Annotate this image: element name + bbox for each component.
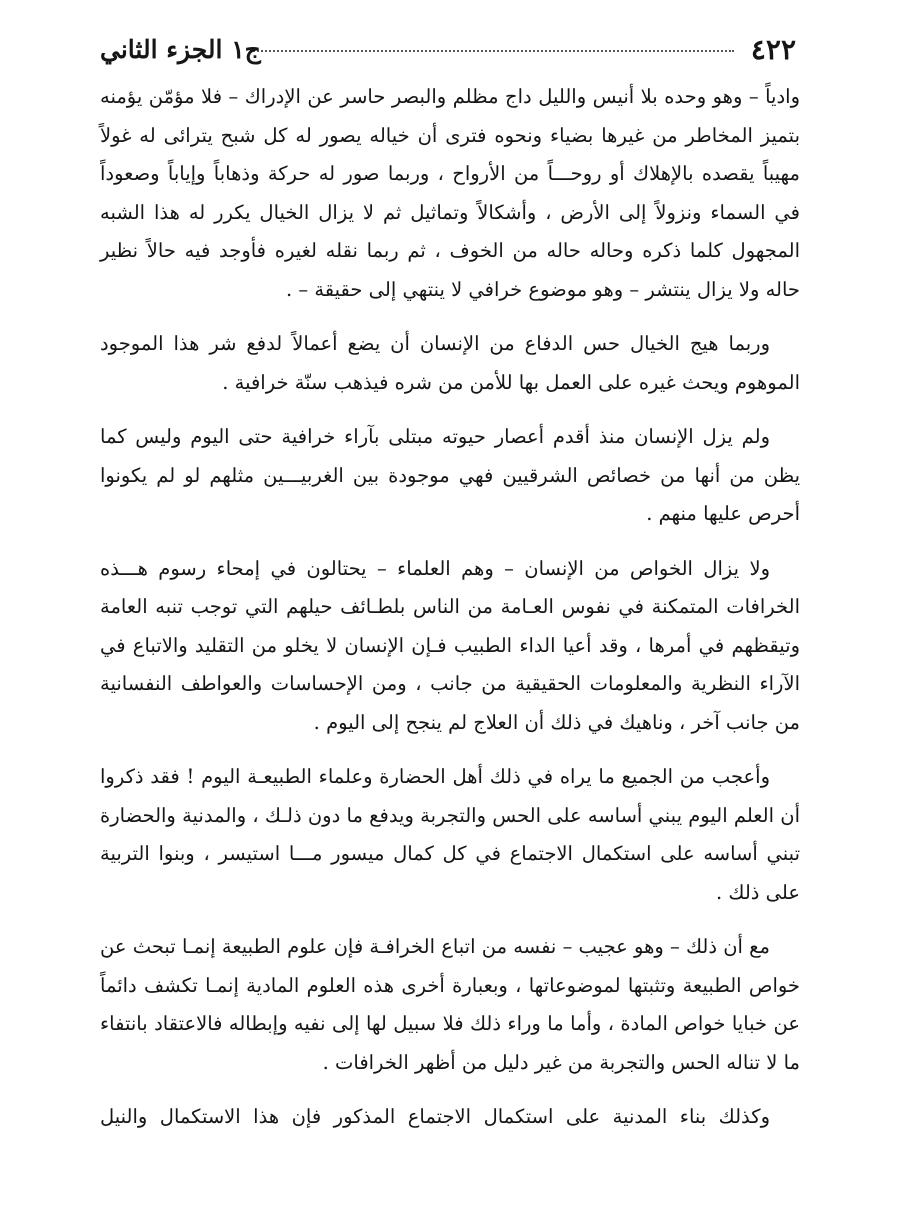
running-head: ج١ الجزء الثاني <box>100 35 261 64</box>
header-dotted-rule <box>250 50 734 52</box>
page-number: ٤٢٢ <box>750 33 796 66</box>
paragraph-1: وادياً – وهو وحده بلا أنيس والليل داج مظلم والبصر حاسر عن الإدراك – فلا مؤمّن يؤمنه بتميز المخاطر من غيرها بضياء ونحوه فترى أن خياله يصور له كل شبح يترائى له غولاً مهيباً يقصده بالإهلاك أو روحـــاً من الأرواح ، وربما صور له حركة وذهاباً وإياباً وصعوداً في السماء ونزولاً إلى الأرض ، وأشكالاً وتماثيل ثم لا يزال الخيال يكرر له هذا الشبه المجهول كلما ذكره وحاله حاله من الخوف ، ثم ربما نقله لغيره فأوجد فيه حالاً نظير حاله ولا يزال ينتشر – وهو موضوع خرافي لا ينتهي إلى حقيقة – . <box>100 85 800 301</box>
paragraph-4: ولا يزال الخواص من الإنسان – وهم العلماء – يحتالون في إمحاء رسوم هـــذه الخرافات المتمكنة في نفوس العـامة من الناس بلطـائف حيلهم التي توجب تنبه العامة وتيقظهم في أمرها ، وقد أعيا الداء الطبيب فـإن الإنسان لا يخلو من التقليد والاتباع في الآراء النظرية والمعلومات الحقيقية من جانب ، ومن الإحساسات والعواطف النفسانية من جانب آخر ، وناهيك في ذلك أن العلاج لم ينجح إلى اليوم . <box>100 556 800 734</box>
paragraph-7: وكذلك بناء المدنية على استكمال الاجتماع المذكور فإن هذا الاستكمال والنيل <box>100 1105 770 1128</box>
body-text <box>100 78 800 1137</box>
paragraph-5: وأعجب من الجميع ما يراه في ذلك أهل الحضارة وعلماء الطبيعـة اليوم ! فقد ذكروا أن العلم اليوم يبني أساسه على الحس والتجربة ويدفع ما دون ذلـك ، والمدنية والحضارة تبني أساسه على استكمال الاجتماع في كل كمال ميسور مـــا استيسر ، وبنوا التربية على ذلك . <box>100 765 800 904</box>
page-header <box>100 32 796 72</box>
paragraph-2: وربما هيج الخيال حس الدفاع من الإنسان أن يضع أعمالاً لدفع شر هذا الموجود الموهوم ويحث غيره على العمل بها للأمن من شره فيذهب سنّة خرافية . <box>100 332 800 394</box>
paragraph-3: ولم يزل الإنسان منذ أقدم أعصار حيوته مبتلى بآراء خرافية حتى اليوم وليس كما يظن من أنها من خصائص الشرقيين فهي موجودة بين الغربيـــين مثلهم لو لم يكونوا أحرص عليها منهم . <box>100 425 800 525</box>
paragraph-6: مع أن ذلك – وهو عجيب – نفسه من اتباع الخرافـة فإن علوم الطبيعة إنمـا تبحث عن خواص الطبيعة وتثبتها لموضوعاتها ، وبعبارة أخرى هذه العلوم المادية إنمـا تكشف دائماً عن خبايا خواص المادة ، وأما ما وراء ذلك فلا سبيل لها إلى نفيه وإبطاله فالاعتقاد بانتفاء ما لا تناله الحس والتجربة من غير دليل من أظهر الخرافات . <box>100 935 800 1074</box>
